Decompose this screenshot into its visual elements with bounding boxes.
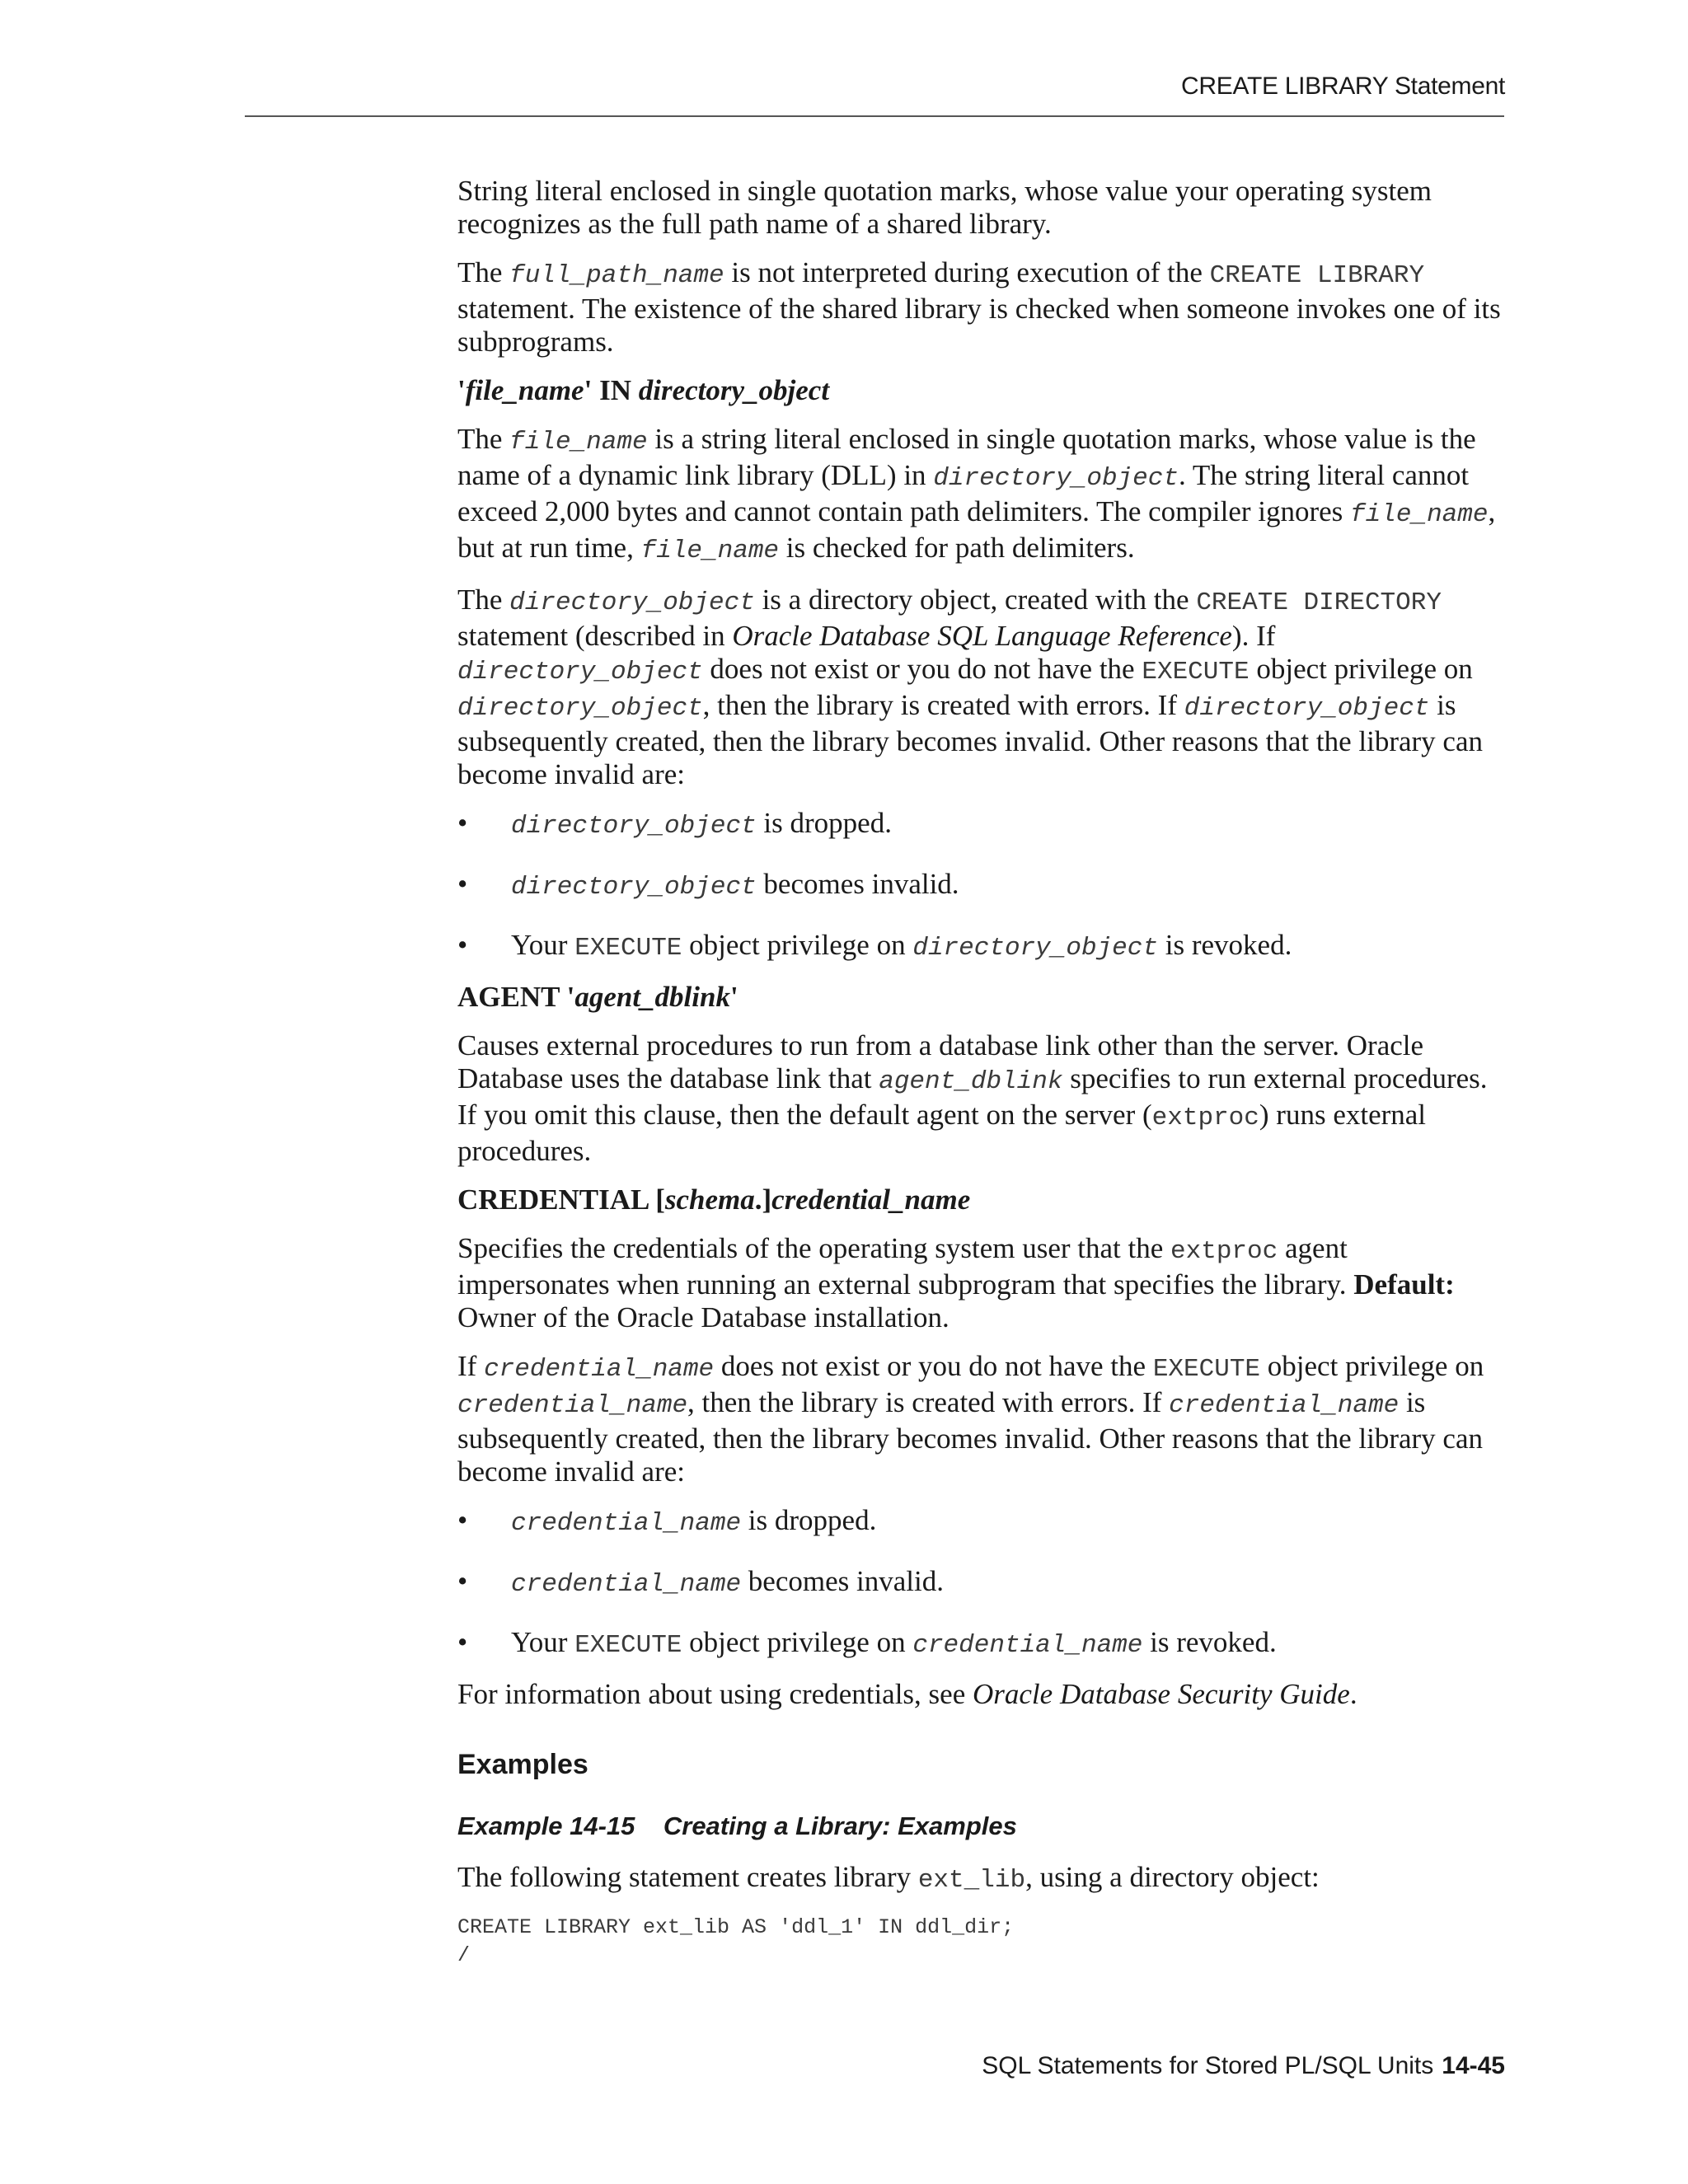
list-item: • directory_object becomes invalid.: [457, 868, 959, 902]
paragraph-directory-object: The directory_object is a directory object, created with the CREATE DIRECTORY statement (described in Oracle Database SQL Language Reference). If directory_object does not exist or you do not have the EXECUTE object privilege on directory_object, then the library is created with errors. If directory_object is subsequently created, then the library becomes invalid. Other reasons that the library can become invalid are:: [457, 583, 1484, 790]
term-file-name: 'file_name' IN directory_object: [457, 374, 830, 406]
list-item: • Your EXECUTE object privilege on directory_object is revoked.: [457, 929, 1292, 963]
bullet-icon: •: [457, 1565, 468, 1597]
page-footer: [982, 2052, 1505, 2080]
reference-security-guide: Oracle Database Security Guide: [973, 1678, 1350, 1710]
paragraph-example-intro: The following statement creates library ext_lib, using a directory object:: [457, 1861, 1320, 1895]
paragraph-credential: Specifies the credentials of the operating system user that the extproc agent impersonates when running an external subprogram that specifies the library. Default: Owner of the Oracle Database installation.: [457, 1232, 1455, 1333]
bullet-list-directory-object: [457, 807, 1504, 965]
bullet-icon: •: [457, 929, 468, 961]
header-rule: [245, 115, 1504, 117]
main-content: [457, 175, 1504, 1970]
term-agent: AGENT 'agent_dblink': [457, 981, 738, 1013]
running-header: CREATE LIBRARY Statement: [1181, 73, 1505, 100]
paragraph-full-path-interpretation: The full_path_name is not interpreted during execution of the CREATE LIBRARY statement. The existence of the shared library is checked when someone invokes one of its subprograms.: [457, 256, 1501, 358]
paragraph-agent: Causes external procedures to run from a database link other than the server. Oracle Database uses the database link that agent_dblink specifies to run external procedures. If you omit this clause, then the default agent on the server (extproc) runs external procedures.: [457, 1029, 1488, 1167]
paragraph-full-path-description: String literal enclosed in single quotation marks, whose value your operating system recognizes as the full path name of a shared library.: [457, 175, 1432, 240]
code-full-path-name: full_path_name: [509, 261, 724, 290]
default-label: Default:: [1353, 1268, 1455, 1301]
bullet-icon: •: [457, 1626, 468, 1658]
section-heading-examples: Examples: [457, 1749, 588, 1780]
bullet-icon: •: [457, 868, 468, 900]
paragraph-credential-invalid: If credential_name does not exist or you do not have the EXECUTE object privilege on credential_name, then the library is created with errors. If credential_name is subsequently created, then the library becomes invalid. Other reasons that the library can become invalid are:: [457, 1350, 1484, 1488]
list-item: • credential_name becomes invalid.: [457, 1565, 944, 1599]
list-item: • directory_object is dropped.: [457, 807, 892, 841]
list-item: • credential_name is dropped.: [457, 1504, 877, 1538]
paragraph-security-guide: For information about using credentials, see Oracle Database Security Guide.: [457, 1678, 1357, 1710]
code-block: CREATE LIBRARY ext_lib AS 'ddl_1' IN ddl_dir; /: [457, 1915, 1015, 1967]
bullet-list-credential: [457, 1504, 1504, 1662]
bullet-icon: •: [457, 807, 468, 839]
example-title: Example 14-15 Creating a Library: Examples: [457, 1811, 1017, 1840]
bullet-icon: •: [457, 1504, 468, 1536]
term-credential: CREDENTIAL [schema.]credential_name: [457, 1183, 971, 1216]
reference-sql-language: Oracle Database SQL Language Reference: [732, 620, 1232, 652]
code-create-library: CREATE LIBRARY: [1209, 261, 1425, 290]
list-item: • Your EXECUTE object privilege on credential_name is revoked.: [457, 1626, 1277, 1660]
page-number: 14-45: [1442, 2052, 1505, 2079]
footer-title: SQL Statements for Stored PL/SQL Units: [982, 2052, 1434, 2079]
paragraph-file-name: The file_name is a string literal enclosed in single quotation marks, whose value is the name of a dynamic link library (DLL) in directory_object. The string literal cannot exceed 2,000 bytes and cannot contain path delimiters. The compiler ignores file_name, but at run time, file_name is checked for path delimiters.: [457, 423, 1496, 565]
